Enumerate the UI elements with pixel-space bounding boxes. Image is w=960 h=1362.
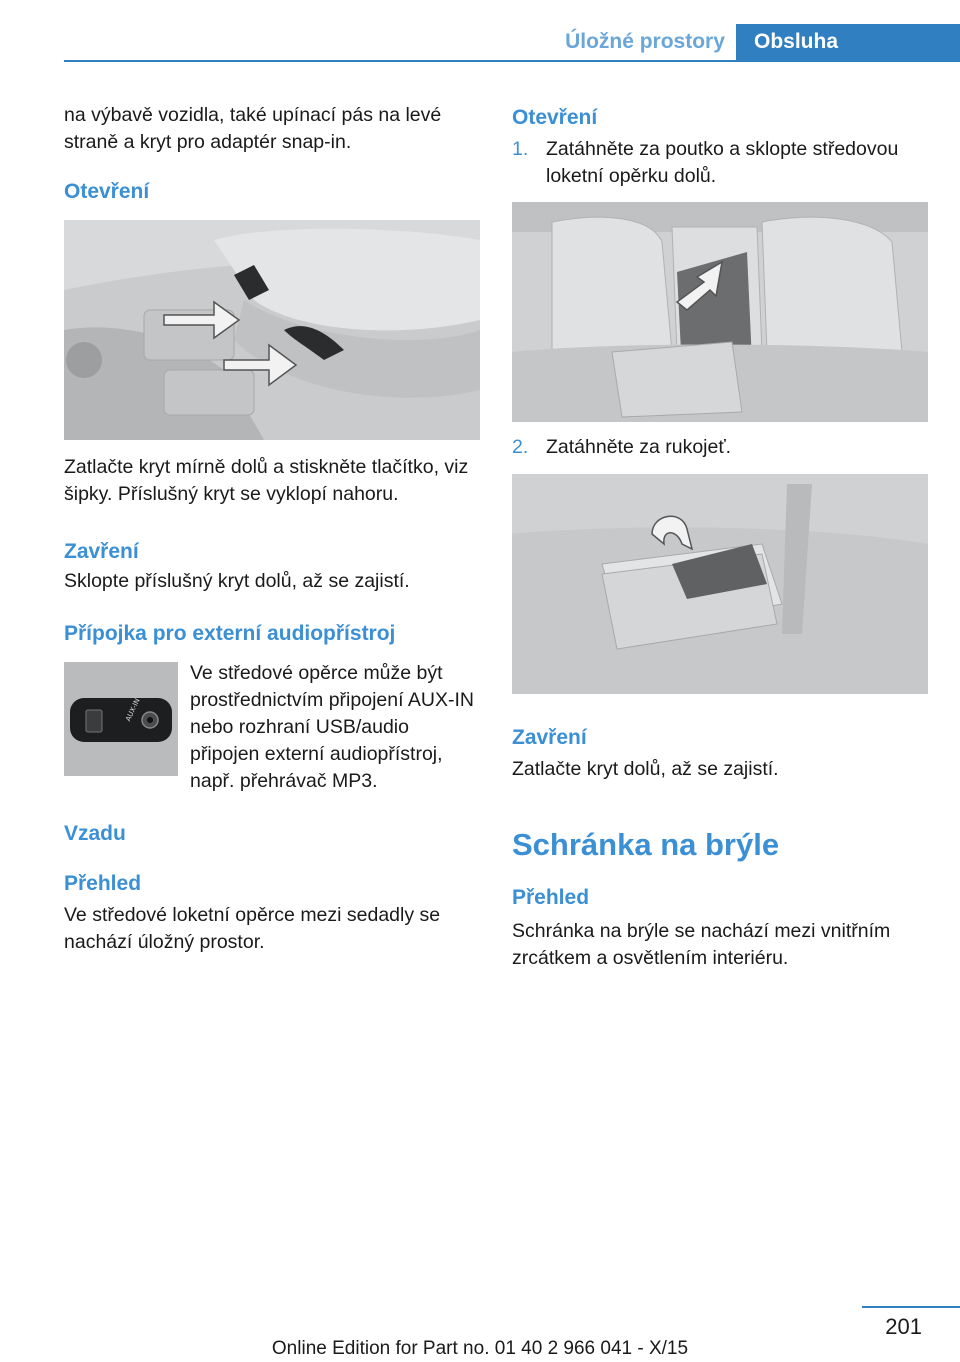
rear-heading: Vzadu [64,822,126,845]
close-heading: Zavření [64,540,139,563]
overview-text: Ve středové loketní opěrce mezi sedadly se nachází úložný prostor. [64,904,441,953]
rear-open-heading: Otevření [512,106,598,129]
rear-close-text: Zatlačte kryt dolů, až se zajistí. [512,758,779,780]
header-chapter-tab[interactable]: Obsluha [736,24,960,62]
header-section-tab[interactable]: Úložné prostory [565,30,725,53]
step-2 [512,434,928,461]
port-text: Ve středové opěrce může být prostřednictvím připojení AUX-IN nebo rozhraní USB/audio připojen externí audiopřístroj, např. přehrávač MP3. [190,662,474,792]
rear-seat-illustration [512,202,928,422]
armrest-front-illustration [64,220,480,440]
glasses-overview-heading: Přehled [512,886,590,909]
footer-edition: Online Edition for Part no. 01 40 2 966 041 - X/15 [271,1338,689,1359]
step-1-text: Zatáhněte za poutko a sklopte středovou loketní opěrku dolů. [546,138,899,187]
step-2-text: Zatáhněte za rukojeť. [546,436,732,458]
port-heading: Přípojka pro externí audiopřístroj [64,622,396,645]
aux-in-label: AUX-IN [124,697,142,723]
intro-text: na výbavě vozidla, také upínací pás na levé straně a kryt pro adaptér snap-in. [64,104,442,153]
glasses-heading: Schránka na brýle [512,827,780,862]
open-text: Zatlačte kryt mírně dolů a stiskněte tlačítko, viz šipky. Příslušný kryt se vyklopí nahoru. [64,456,469,505]
step-2-number: 2. [512,436,529,458]
rear-close-heading: Zavření [512,726,587,749]
header-rule [64,60,960,62]
overview-heading: Přehled [64,872,142,895]
glasses-text: Schránka na brýle se nachází mezi vnitřním zrcátkem a osvětlením interiéru. [512,920,891,969]
step-1 [512,136,928,190]
footer-rule [862,1306,960,1308]
usb-aux-port-illustration [64,662,178,776]
open-heading: Otevření [64,180,150,203]
page-number: 201 [885,1314,922,1339]
armrest-compartment-illustration [512,474,928,694]
step-1-number: 1. [512,138,529,160]
close-text: Sklopte příslušný kryt dolů, až se zajistí. [64,570,410,592]
